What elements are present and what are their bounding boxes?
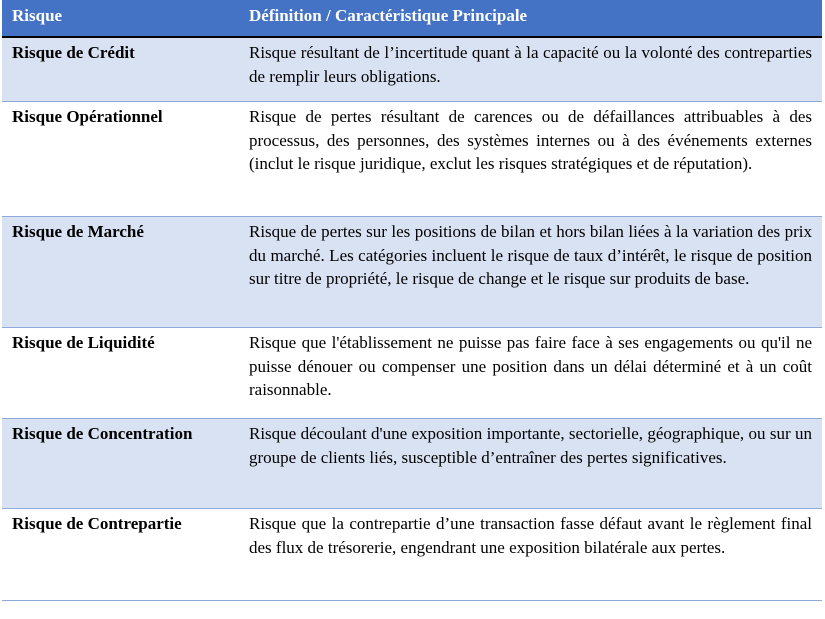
- risk-name: Risque de Crédit: [12, 43, 135, 62]
- table-row: [2, 38, 822, 102]
- risk-definition: Risque résultant de l’incertitude quant à la capacité ou la volonté des contreparties de remplir leurs obligations.: [249, 43, 812, 86]
- table-row: [2, 509, 822, 601]
- risk-definition: Risque découlant d'une exposition importante, sectorielle, géographique, ou sur un groupe de clients liés, susceptible d’entraîner des pertes significatives.: [249, 424, 812, 467]
- table-row: [2, 217, 822, 328]
- risk-name: Risque de Contrepartie: [12, 514, 182, 533]
- table-row: [2, 419, 822, 509]
- risk-definition: Risque que la contrepartie d’une transaction fasse défaut avant le règlement final des flux de trésorerie, engendrant une exposition bilatérale aux pertes.: [249, 514, 812, 557]
- risk-name: Risque de Marché: [12, 222, 144, 241]
- table-header: [2, 0, 822, 38]
- risk-definition: Risque de pertes résultant de carences ou de défaillances attribuables à des processus, des personnes, des systèmes internes ou à des événements externes (inclut le risque juridique, exclut les risques stratégiques et de réputation).: [249, 107, 812, 173]
- risk-name: Risque Opérationnel: [12, 107, 163, 126]
- header-definition: Définition / Caractéristique Principale: [249, 6, 528, 25]
- table-row: [2, 328, 822, 419]
- risk-name: Risque de Liquidité: [12, 333, 155, 352]
- risk-definition: Risque que l'établissement ne puisse pas faire face à ses engagements ou qu'il ne puisse dénouer ou compenser une position dans un délai déterminé et à un coût raisonnable.: [249, 333, 812, 399]
- header-risque: Risque: [12, 6, 63, 25]
- risk-definition: Risque de pertes sur les positions de bilan et hors bilan liées à la variation des prix du marché. Les catégories incluent le risque de taux d’intérêt, le risque de position sur titre de propriété, le risque de change et le risque sur produits de base.: [249, 222, 812, 288]
- risk-name: Risque de Concentration: [12, 424, 193, 443]
- table-row: [2, 102, 822, 217]
- risk-table: [2, 0, 822, 601]
